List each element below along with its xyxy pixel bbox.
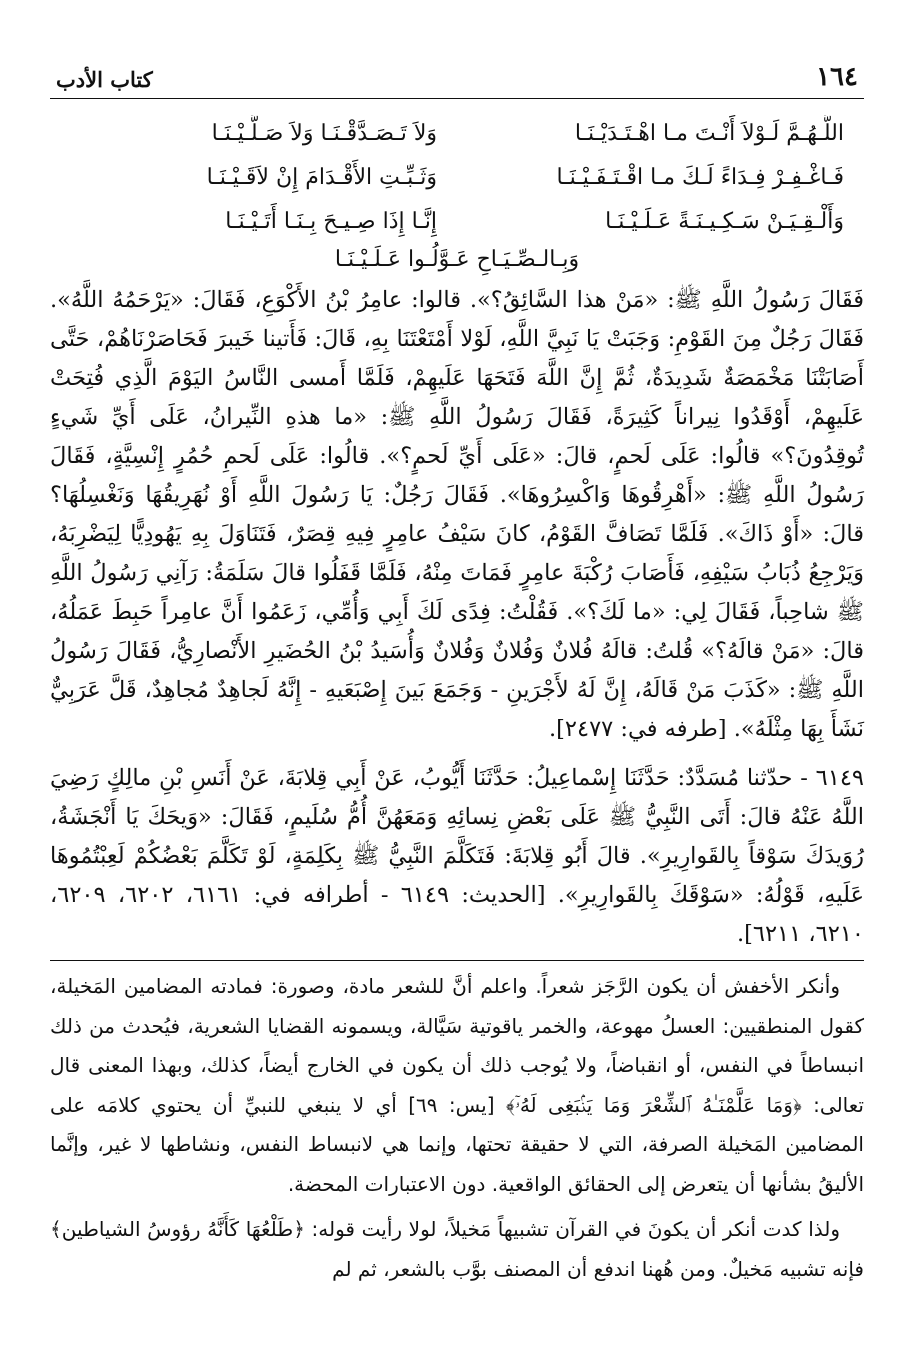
poem-hemistich: وَثَـبِّـتِ الأَقْـدَامَ إِنْ لاَقَـيْـنَـا xyxy=(206,165,437,190)
book-title: كتاب الأدب xyxy=(56,67,153,92)
poem-hemistich: اللَّـهُـمَّ لَـوْلاَ أَنْـتَ مـا اهْـتَـدَيْـنَـا xyxy=(574,121,844,146)
commentary-paragraph: وأنكر الأخفش أن يكون الرَّجَز شعراً. واعلم أنَّ للشعر مادة، وصورة: فمادته المضامين المَخيلة، كقول المنطقيين: العسلُ مهوعة، والخمر ياقوتية سَيَّالة، ويسمونه القضايا الشعرية، فيُحدث من ذلك انبساطاً في النفس، أو انقباضاً، ولا يُوجب ذلك أن يكون في الخارج أيضاً، كذلك، وبهذا المعنى قال تعالى: ﴿وَمَا عَلَّمْنَـٰهُ ٱلشِّعْرَ وَمَا يَنۢبَغِى لَهُۥٓ﴾ [يس: ٦٩] أي لا ينبغي للنبيِّ أن يحتوي كلامَه على المضامين المَخيلة الصرفة، التي لا حقيقة تحتها، وإنما هي لانبساط النفس، ونشاطها لا غير، وإنَّما الأليقُ بشأنها أن يتعرض إلى الحقائق الواقعية. دون الاعتبارات المحضة. xyxy=(50,974,864,1196)
page-number: ١٦٤ xyxy=(816,62,858,92)
poem-hemistich: وَلاَ تَـصَـدَّقْـنَـا وَلاَ صَـلَّـيْـنَـا xyxy=(211,121,437,146)
commentary-paragraph: ولذا كدت أنكر أن يكونَ في القرآن تشبيهاً مَخيلاً، لولا رأيت قوله: ﴿طَلْعُهَا كَأَنَّهُ رؤوسُ الشياطين﴾ فإنه تشبيه مَخيلٌ. ومن هُهنا اندفع أن المصنف بوَّب بالشعر، ثم لم xyxy=(50,1217,864,1281)
poem-hemistich: إِنَّـا إِذَا صِـيـحَ بِـنَـا أَتَـيْـنَـا xyxy=(225,209,437,234)
poem-hemistich: وَأَلْـقِـيَـنْ سَـكِـيـنَـةً عَـلَـيْـنَـا xyxy=(605,209,844,234)
hadith-6149-text: ٦١٤٩ - حدّثنا مُسَدَّدٌ: حَدَّثَنَا إِسْماعِيلُ: حَدَّثَنَا أَيُّوبُ، عَنْ أَبِي قِلابَةَ، عَنْ أَنَسِ بْنِ مالِكٍ رَضِيَ اللَّهُ عَنْهُ قالَ: أَتَى النَّبِيُّ ﷺ عَلَى بَعْضِ نِسائِهِ وَمَعَهُنَّ أُمُّ سُلَيمٍ، فَقَالَ: «وَيحَكَ يَا أَنْجَشَةُ، رُوَيدَكَ سَوْقاً بِالقَوارِيرِ». قالَ أَبُو قِلابَةَ: فَتَكَلَّمَ النَّبِيُّ ﷺ بِكَلِمَةٍ، لَوْ تَكَلَّمَ بَعْضُكُمْ لَعِبْتُمُوهَا عَلَيهِ، قَوْلُهُ: «سَوْقَكَ بِالقَوارِيرِ». [الحديث: ٦١٤٩ - أطرافه في: ٦١٦١، ٦٢٠٢، ٦٢٠٩، ٦٢١٠، ٦٢١١]. xyxy=(50,765,865,947)
hadith-6148-text: فَقَالَ رَسُولُ اللَّهِ ﷺ: «مَنْ هذا السَّائِقُ؟». قالوا: عامِرُ بْنُ الأَكْوَعِ، فَقَالَ: «يَرْحَمُهُ اللَّهُ». فَقَالَ رَجُلٌ مِنَ القَوْمِ: وَجَبَتْ يَا نَبِيَّ اللَّهِ، لَوْلا أَمْتَعْتَنَا بِهِ، قَالَ: فَأَتينا خَيبرَ فَحَاصَرْنَاهُمْ، حَتَّى أَصَابَتْنَا مَخْمَصَةٌ شَدِيدَةٌ، ثُمَّ إِنَّ اللَّهَ فَتَحَهَا عَلَيهِمْ، فَلَمَّا أَمسى النَّاسُ اليَوْمَ الَّذِي فُتِحَتْ عَلَيهِمْ، أَوْقَدُوا نِيراناً كَثِيرَةً، فَقَالَ رَسُولُ اللَّهِ ﷺ: «ما هذهِ النِّيرانُ، عَلَى أَيِّ شَيءٍ تُوقِدُونَ؟» قالُوا: عَلَى لَحمٍ، قالَ: «عَلَى أَيِّ لَحمٍ؟». قالُوا: عَلَى لَحمِ حُمُرٍ إِنْسِيَّةٍ، فَقَالَ رَسُولُ اللَّهِ ﷺ: «أَهْرِقُوهَا وَاكْسِرُوهَا». فَقَالَ رَجُلٌ: يَا رَسُولَ اللَّهِ أَوْ نُهَرِيقُهَا وَنَغْسِلُهَا؟ قالَ: «أَوْ ذَاكَ». فَلَمَّا تَصَافَّ القَوْمُ، كانَ سَيْفُ عامِرٍ فِيهِ قِصَرٌ، فَتَنَاوَلَ بِهِ يَهُودِيًّا لِيَضْرِبَهُ، وَيَرْجِعُ ذُبَابُ سَيْفِهِ، فَأَصَابَ رُكْبَةَ عامِرٍ فَمَاتَ مِنْهُ، فَلَمَّا قَفَلُوا قالَ سَلَمَةُ: رَآنِي رَسُولُ اللَّهِ ﷺ شاحِباً، فَقَالَ لِي: «ما لَكَ؟». فَقُلْتُ: فِدًى لَكَ أَبِي وَأُمِّي، زَعَمُوا أَنَّ عامِراً حَبِطَ عَمَلُهُ، قالَ: «مَنْ قالَهُ؟» قُلتُ: قالَهُ فُلانٌ وَفُلانٌ وَفُلانٌ وَأُسَيدُ بْنُ الحُضَيرِ الأَنْصارِيُّ، فَقَالَ رَسُولُ اللَّهِ ﷺ: «كَذَبَ مَنْ قَالَهُ، إِنَّ لَهُ لأَجْرَينِ - وَجَمَعَ بَينَ إِصْبَعَيهِ - إِنَّهُ لَجاهِدٌ مُجاهِدٌ، قَلَّ عَرَبِيٌّ نَشَأَ بِهَا مِثْلَهُ». [طرفه في: ٢٤٧٧]. xyxy=(50,287,864,742)
commentary-divider xyxy=(50,960,864,961)
poem xyxy=(50,115,864,241)
poem-last-line: وَبِـالـصِّـيَـاحِ عَـوَّلُـوا عَـلَـيْـنَـا xyxy=(334,247,580,272)
page-header xyxy=(50,52,864,99)
poem-hemistich: فَـاغْـفِـرْ فِـدَاءً لَـكَ مـا اقْـتَـفَـيْـنَـا xyxy=(556,165,844,190)
